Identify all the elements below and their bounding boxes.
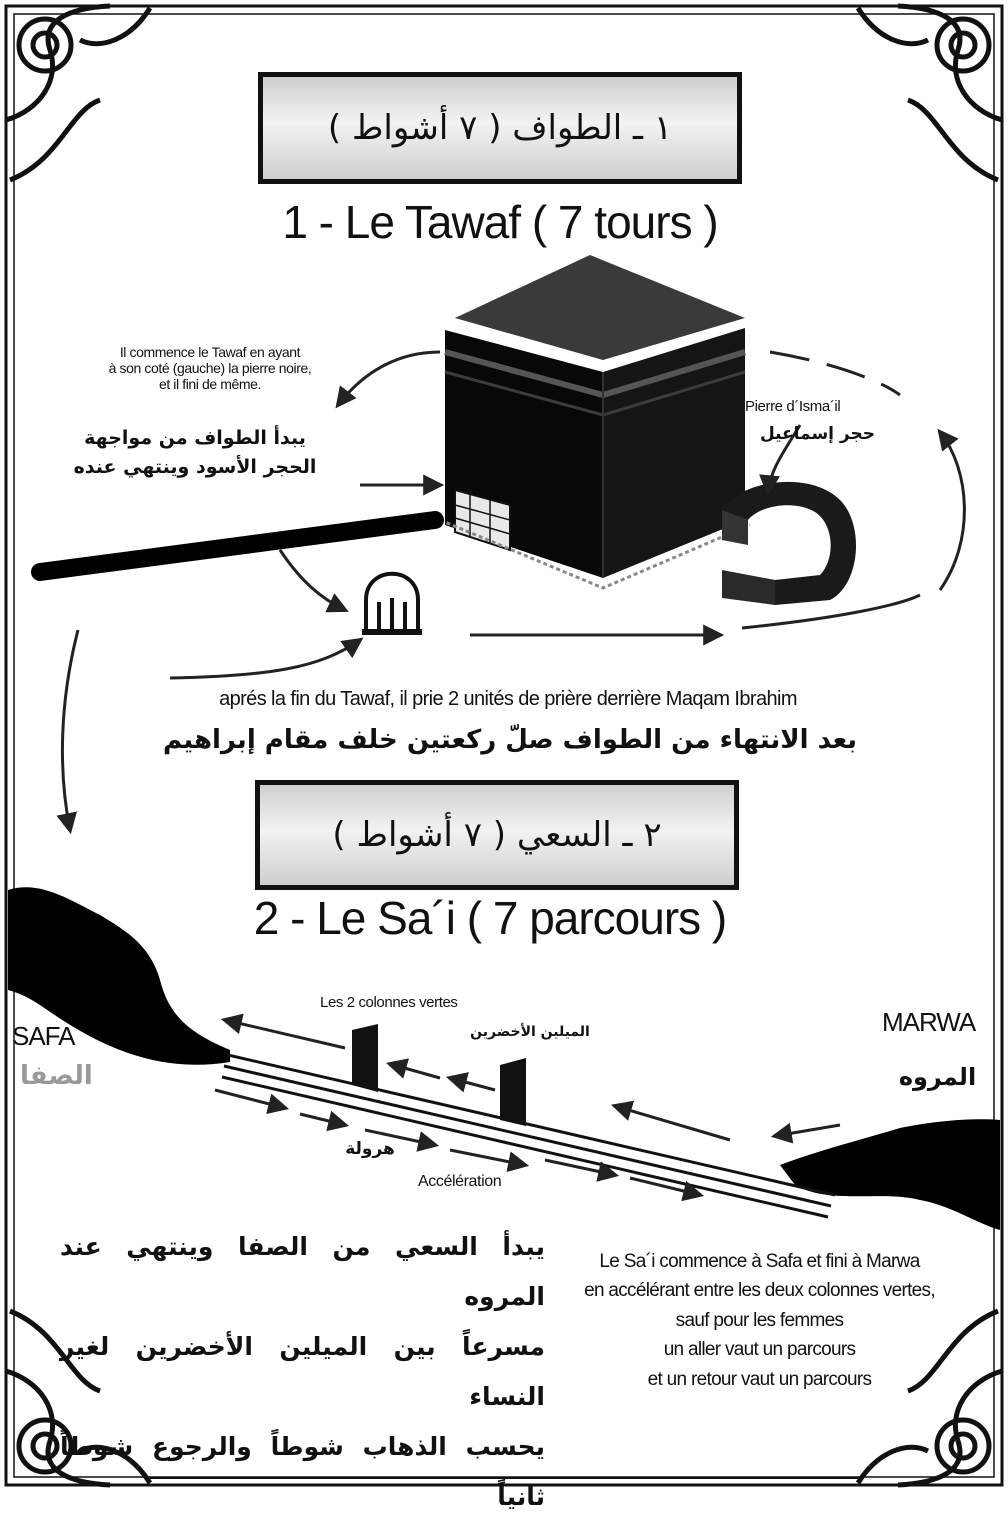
tawaf-start-note: [50, 344, 370, 392]
tawaf-note-line: à son coté (gauche) la pierre noire,: [108, 360, 312, 377]
tawaf-banner-text: ١ ـ الطواف ( ٧ أشواط ): [327, 108, 673, 148]
hijr-ismail: [722, 482, 856, 605]
safa-label-ar: الصفا: [20, 1061, 93, 1091]
sai-title: 2 - Le Sa´i ( 7 parcours ): [253, 892, 727, 944]
black-stone-line: [40, 520, 435, 572]
sai-desc-fr-line: sauf pour les femmes: [675, 1309, 844, 1331]
maqam-ibrahim: [362, 574, 422, 632]
acceleration-label: Accélération: [418, 1173, 502, 1190]
hijr-label-fr: Pierre d´Isma´il: [745, 398, 841, 415]
harwala-label-ar: هرولة: [345, 1139, 395, 1159]
safa-label-fr: SAFA: [12, 1021, 75, 1051]
sai-banner-text: ٢ ـ السعي ( ٧ أشواط ): [332, 815, 662, 855]
tawaf-note-ar-line: الحجر الأسود وينتهي عنده: [73, 456, 317, 479]
ornament-corner-top-right: [858, 6, 1002, 180]
marwa-label-fr: MARWA: [882, 1007, 976, 1037]
tawaf-note-ar-line: يبدأ الطواف من مواجهة: [84, 427, 306, 449]
tawaf-banner: [258, 72, 742, 184]
masaa-floor: [222, 1055, 835, 1217]
sai-description-fr: [532, 1247, 987, 1394]
ornament-corner-top-left: [6, 6, 150, 180]
tawaf-start-note-ar: [20, 424, 370, 483]
marwa-label-ar: المروه: [898, 1063, 977, 1091]
green-pillar-1: [352, 1024, 378, 1092]
sai-description-ar: [60, 1222, 545, 1522]
sai-desc-ar-line: يبدأ السعي من الصفا وينتهي عند المروه: [60, 1232, 545, 1311]
sai-desc-fr-line: Le Sa´i commence à Safa et fini à Marwa: [599, 1251, 920, 1272]
sai-banner: [255, 780, 739, 890]
sai-desc-fr-line: en accélérant entre les deux colonnes vertes,: [584, 1280, 935, 1302]
tawaf-note-line: et il fini de même.: [158, 376, 262, 393]
tawaf-note-line: Il commence le Tawaf en ayant: [119, 344, 301, 360]
green-pillar-2: [500, 1058, 526, 1126]
kaaba: [440, 255, 750, 588]
sai-desc-ar-line: مسرعاً بين الميلين الأخضرين لغير النساء: [60, 1332, 545, 1411]
tawaf-title: 1 - Le Tawaf ( 7 tours ): [282, 196, 718, 248]
pillars-label-fr: Les 2 colonnes vertes: [320, 994, 458, 1011]
sai-desc-ar-line: يحسب الذهاب شوطاً والرجوع شوطاً ثانياً: [60, 1432, 545, 1511]
hijr-label-ar: حجر إسماعيل: [759, 424, 875, 444]
pillars-label-ar: الميلين الأخضرين: [470, 1024, 590, 1040]
sai-desc-fr-line: et un retour vaut un parcours: [647, 1368, 872, 1390]
prayer-note-fr: aprés la fin du Tawaf, il prie 2 unités de prière derrière Maqam Ibrahim: [219, 688, 797, 710]
prayer-note-ar: بعد الانتهاء من الطواف صلّ ركعتين خلف مقام إبراهيم: [162, 725, 858, 755]
sai-desc-fr-line: un aller vaut un parcours: [663, 1339, 856, 1361]
